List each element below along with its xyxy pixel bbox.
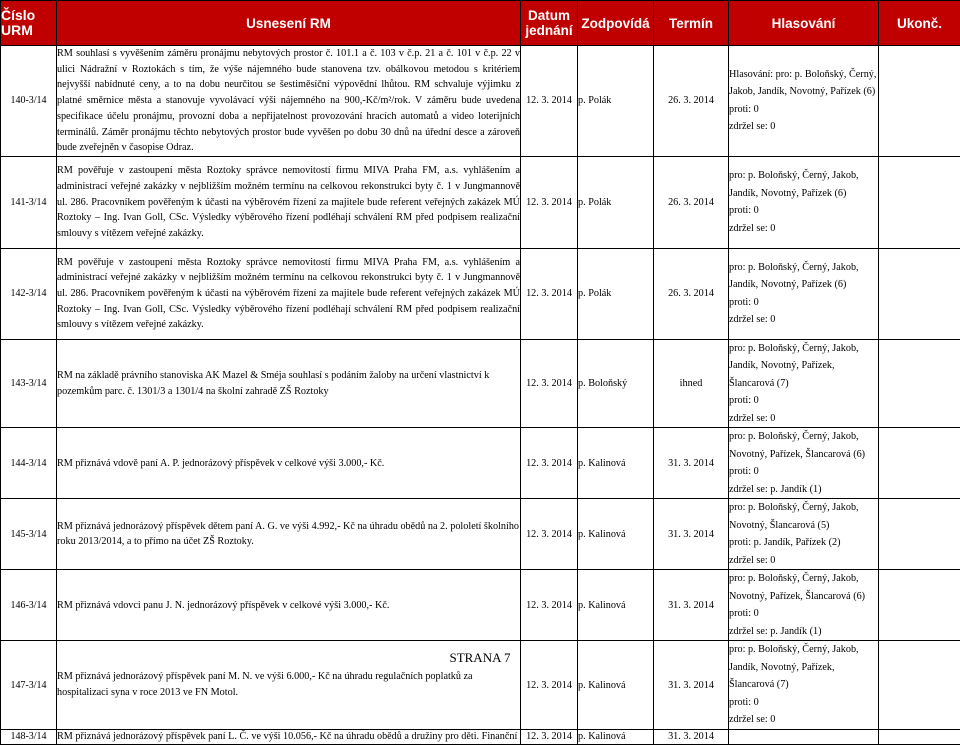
resolution-date: 12. 3. 2014 [521,729,578,744]
resolution-text: RM na základě právního stanoviska AK Mazel & Sméja souhlasí s podáním žaloby na určení vlastnictví k pozemkům parc. č. 1301/3 a 1301/4 na školní zahradě ZŠ Roztoky [57,339,521,428]
table-row [1,46,960,157]
resolution-text: RM přiznává jednorázový příspěvek dětem paní A. G. ve výši 4.992,- Kč na úhradu obědů na 2. pololetí školního roku 2013/2014, a to přímo na účet ZŠ Roztoky. [57,499,521,570]
header-voting: Hlasování [729,1,879,46]
vote-abstained: zdržel se: 0 [729,220,878,238]
table-row [1,339,960,428]
resolution-responsible: p. Polák [578,46,654,157]
resolution-completed [879,339,960,428]
resolution-responsible: p. Kalinová [578,570,654,641]
vote-abstained: zdržel se: p. Jandík (1) [729,623,878,641]
resolution-responsible: p. Boloňský [578,339,654,428]
table-row [1,156,960,248]
resolution-text: RM souhlasí s vyvěšením záměru pronájmu nebytových prostor č. 101.1 a č. 103 v č.p. 21 a č. 101 v č.p. 22 v ulici Nádražní v Roztokách s tím, že výše nájemného bude stanovena tzv. obálkovou metodou s kritériem nejvyšší nabídnuté ceny, a to na dobu neurčitou se šestiměsíční výpovědní lhůtou. RM schvaluje výjimku z platné směrnice města a stanovuje vyvolávací výši nájemného na 900,-Kč/m²/rok. V záměru bude uvedena specifikace účelu pronájmu, provozní doba a nepřijatelnost provozování hracích automatů a video loterijních terminálů. Záměr pronájmu těchto nebytových prostor bude vyvěšen po dobu 30 dnů na úřední desce a zároveň bude zveřejněn v časopise Odraz. [57,46,521,157]
header-number: Číslo URM [1,1,57,46]
vote-abstained: zdržel se: 0 [729,118,878,136]
resolution-deadline: 26. 3. 2014 [654,46,729,157]
resolution-number: 144-3/14 [1,428,57,499]
table-row [1,499,960,570]
resolution-vote [729,156,879,248]
vote-for: Hlasování: pro: p. Boloňský, Černý, Jakob, Jandík, Novotný, Pařízek (6) [729,66,878,101]
vote-for: pro: p. Boloňský, Černý, Jakob, Novotný, Pařízek, Šlancarová (6) [729,428,878,463]
resolution-vote [729,248,879,339]
vote-for: pro: p. Boloňský, Černý, Jakob, Novotný, Šlancarová (5) [729,499,878,534]
resolution-number: 140-3/14 [1,46,57,157]
resolution-number: 142-3/14 [1,248,57,339]
vote-against: proti: 0 [729,463,878,481]
resolution-deadline: 31. 3. 2014 [654,428,729,499]
vote-abstained: zdržel se: p. Jandík (1) [729,481,878,499]
vote-for: pro: p. Boloňský, Černý, Jakob, Novotný, Pařízek, Šlancarová (6) [729,570,878,605]
header-completed: Ukonč. [879,1,960,46]
vote-for: pro: p. Boloňský, Černý, Jakob, Jandík, Novotný, Pařízek (6) [729,259,878,294]
page-number: STRANA 7 [0,651,960,665]
table-row [1,729,960,744]
resolution-deadline: 26. 3. 2014 [654,248,729,339]
header-responsible: Zodpovídá [578,1,654,46]
resolution-responsible: p. Polák [578,156,654,248]
header-row [1,1,960,46]
resolution-date: 12. 3. 2014 [521,156,578,248]
vote-for: pro: p. Boloňský, Černý, Jakob, Jandík, Novotný, Pařízek (6) [729,167,878,202]
resolution-completed [879,570,960,641]
resolution-date: 12. 3. 2014 [521,428,578,499]
resolution-deadline: 31. 3. 2014 [654,729,729,744]
resolution-responsible: p. Kalinová [578,641,654,730]
resolution-deadline: 31. 3. 2014 [654,641,729,730]
resolution-vote [729,499,879,570]
resolution-responsible: p. Kalinová [578,729,654,744]
vote-abstained: zdržel se: 0 [729,552,878,570]
resolution-text: RM přiznává jednorázový příspěvek paní L. Č. ve výši 10.056,- Kč na úhradu obědů a družiny pro děti. Finanční [57,729,521,744]
vote-for: pro: p. Boloňský, Černý, Jakob, Jandík, Novotný, Pařízek, Šlancarová (7) [729,641,878,694]
resolution-number: 141-3/14 [1,156,57,248]
resolution-completed [879,499,960,570]
resolution-date: 12. 3. 2014 [521,339,578,428]
vote-against: proti: 0 [729,605,878,623]
resolution-completed [879,248,960,339]
resolution-text: RM pověřuje v zastoupení města Roztoky správce nemovitostí firmu MIVA Praha FM, a.s. vyhlášením a administrací veřejné zakázky v nejbližším možném termínu na celkovou rekonstrukci byty č. 1 v Jungmannově ul. 286. Pracovníkem pověřeným k účasti na výběrovém řízení za majitele bude referent veřejných zakázek MÚ Roztoky – Ing. Ivan Goll, CSc. Výsledky výběrového řízení podléhají schválení RM před podpisem realizační smlouvy s vítězem veřejné zakázky. [57,156,521,248]
resolution-number: 148-3/14 [1,729,57,744]
table-row [1,570,960,641]
vote-abstained: zdržel se: 0 [729,311,878,329]
resolution-vote [729,570,879,641]
resolution-number: 147-3/14 [1,641,57,730]
resolution-completed [879,156,960,248]
resolution-date: 12. 3. 2014 [521,570,578,641]
header-date: Datum jednání [521,1,578,46]
resolution-completed [879,428,960,499]
header-deadline: Termín [654,1,729,46]
vote-against: proti: p. Jandík, Pařízek (2) [729,534,878,552]
vote-against: proti: 0 [729,392,878,410]
resolution-date: 12. 3. 2014 [521,248,578,339]
resolution-deadline: 26. 3. 2014 [654,156,729,248]
resolution-completed [879,46,960,157]
resolution-vote [729,729,879,744]
table-row [1,428,960,499]
resolution-deadline: 31. 3. 2014 [654,570,729,641]
vote-against: proti: 0 [729,101,878,119]
resolution-deadline: ihned [654,339,729,428]
resolution-text: RM přiznává vdově paní A. P. jednorázový příspěvek v celkové výši 3.000,- Kč. [57,428,521,499]
resolution-responsible: p. Kalinová [578,428,654,499]
resolution-vote [729,46,879,157]
vote-against: proti: 0 [729,202,878,220]
vote-abstained: zdržel se: 0 [729,711,878,729]
resolution-vote [729,428,879,499]
vote-for: pro: p. Boloňský, Černý, Jakob, Jandík, Novotný, Pařízek, Šlancarová (7) [729,340,878,393]
resolution-text: RM přiznává vdovci panu J. N. jednorázový příspěvek v celkové výši 3.000,- Kč. [57,570,521,641]
resolution-responsible: p. Polák [578,248,654,339]
vote-against: proti: 0 [729,294,878,312]
table-row [1,248,960,339]
resolution-completed [879,729,960,744]
resolution-responsible: p. Kalinová [578,499,654,570]
header-resolution: Usnesení RM [57,1,521,46]
resolution-deadline: 31. 3. 2014 [654,499,729,570]
resolution-text: RM pověřuje v zastoupení města Roztoky správce nemovitostí firmu MIVA Praha FM, a.s. vyhlášením a administrací veřejné zakázky v nejbližším možném termínu na celkovou rekonstrukci byty č. 1 v Jungmannově ul. 286. Pracovníkem pověřeným k účasti na výběrovém řízení za majitele bude referent veřejných zakázek MÚ Roztoky – Ing. Ivan Goll, CSc. Výsledky výběrového řízení podléhají schválení RM před podpisem realizační smlouvy s vítězem veřejné zakázky. [57,248,521,339]
resolution-number: 145-3/14 [1,499,57,570]
resolution-number: 146-3/14 [1,570,57,641]
resolution-number: 143-3/14 [1,339,57,428]
resolution-date: 12. 3. 2014 [521,46,578,157]
resolution-text: RM přiznává jednorázový příspěvek paní M. N. ve výši 6.000,- Kč na úhradu regulačních poplatků za hospitalizaci syna v roce 2013 ve FN Motol. [57,641,521,730]
resolution-date: 12. 3. 2014 [521,641,578,730]
vote-against: proti: 0 [729,694,878,712]
resolution-date: 12. 3. 2014 [521,499,578,570]
vote-abstained: zdržel se: 0 [729,410,878,428]
resolution-vote [729,339,879,428]
